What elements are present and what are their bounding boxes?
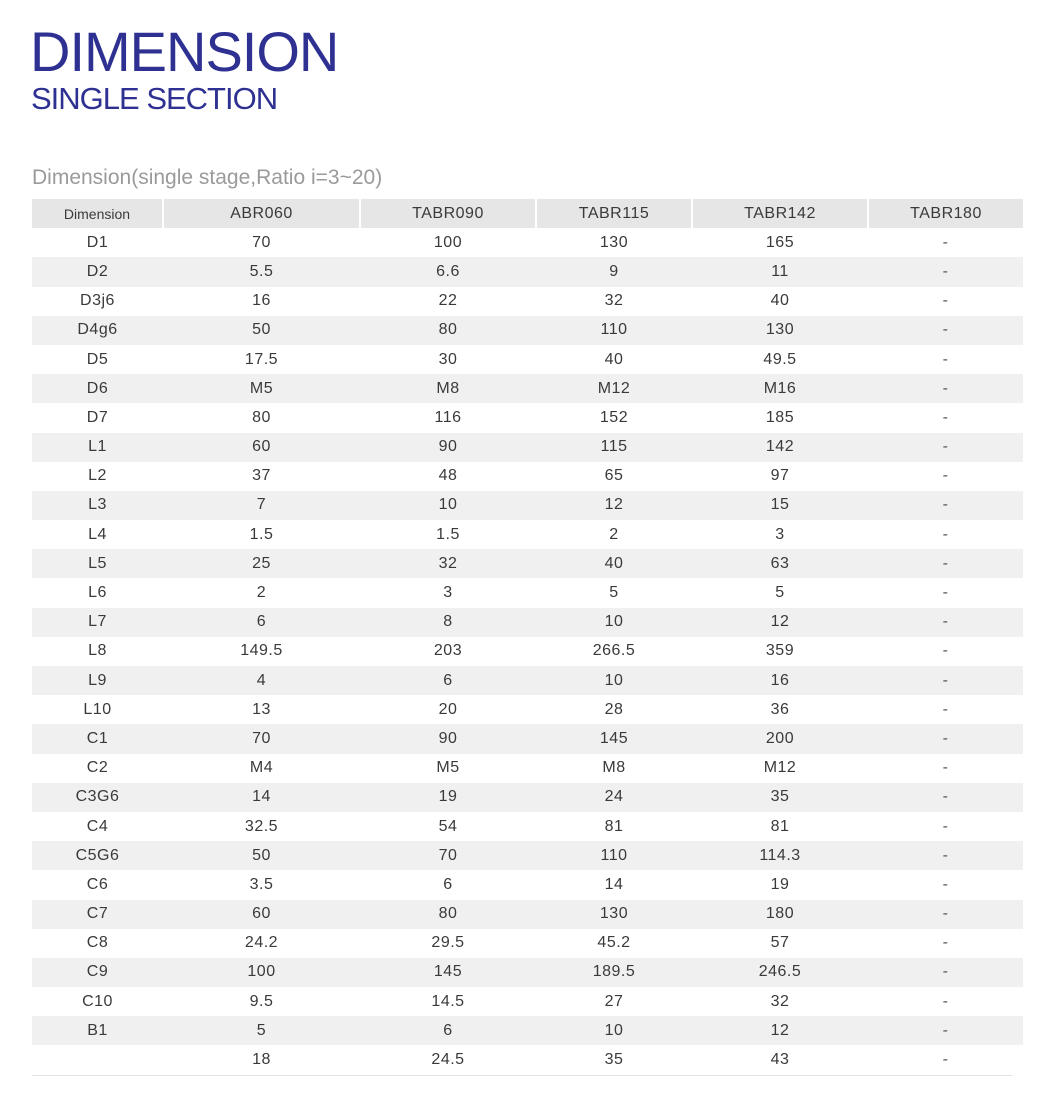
value-cell: 81 <box>604 817 624 835</box>
value-cell: - <box>942 700 949 718</box>
value-cell: 40 <box>604 350 624 368</box>
row-label-cell: L4 <box>88 525 107 543</box>
value-cell: - <box>868 1016 1023 1045</box>
value-cell: 165 <box>765 233 795 251</box>
row-label-cell: C10 <box>82 992 113 1010</box>
value-cell: M16 <box>692 374 868 403</box>
table-row <box>32 783 1023 812</box>
value-cell: 10 <box>536 608 692 637</box>
row-label-cell: L10 <box>83 700 112 718</box>
value-cell: - <box>942 233 949 251</box>
value-cell: 14.5 <box>431 992 465 1010</box>
table-row <box>32 724 1023 753</box>
header-row <box>32 199 1023 228</box>
table-row <box>32 754 1023 783</box>
table-row <box>32 695 1023 724</box>
value-cell: 14 <box>163 783 360 812</box>
value-cell: 32 <box>360 549 536 578</box>
value-cell: - <box>942 408 949 426</box>
value-cell: 10 <box>360 491 536 520</box>
value-cell: 11 <box>692 257 868 286</box>
value-cell: 40 <box>770 292 790 310</box>
value-cell: 35 <box>604 1051 624 1069</box>
row-label-cell: C4 <box>86 817 109 835</box>
value-cell: 49.5 <box>763 350 797 368</box>
column-header: TABR115 <box>536 199 692 228</box>
value-cell: 14 <box>604 875 624 893</box>
value-cell: 18 <box>252 1051 271 1069</box>
row-label-cell: L7 <box>32 608 163 637</box>
value-cell: 9 <box>536 257 692 286</box>
value-cell: M4 <box>249 759 274 777</box>
column-header: TABR090 <box>360 199 536 228</box>
table-bottom-rule <box>32 1075 1012 1076</box>
value-cell: 130 <box>692 316 868 345</box>
value-cell: - <box>868 491 1023 520</box>
value-cell: 24.5 <box>431 1051 465 1069</box>
row-label-cell: D6 <box>32 374 163 403</box>
row-label-cell: L3 <box>32 491 163 520</box>
table-row <box>32 549 1023 578</box>
row-label-cell: L1 <box>32 433 163 462</box>
row-label-cell: L6 <box>88 584 107 602</box>
value-cell: M8 <box>360 374 536 403</box>
row-label-cell: B1 <box>32 1016 163 1045</box>
value-cell: 80 <box>252 408 271 426</box>
value-cell: 36 <box>770 700 790 718</box>
column-header: TABR142 <box>692 199 868 228</box>
value-cell: 10 <box>536 666 692 695</box>
value-cell: - <box>868 841 1023 870</box>
value-cell: 6 <box>443 875 453 893</box>
value-cell: 28 <box>604 700 624 718</box>
value-cell: 5.5 <box>163 257 360 286</box>
value-cell: 6 <box>360 1016 536 1045</box>
value-cell: - <box>942 817 949 835</box>
value-cell: 19 <box>360 783 536 812</box>
table-row <box>32 958 1023 987</box>
value-cell: M12 <box>763 759 797 777</box>
clipped-row-overlay <box>32 1062 122 1076</box>
value-cell: 50 <box>163 316 360 345</box>
value-cell: 130 <box>536 900 692 929</box>
value-cell: 24 <box>536 783 692 812</box>
table-caption: Dimension(single stage,Ratio i=3~20) <box>32 166 383 189</box>
value-cell: 115 <box>536 433 692 462</box>
row-label-cell: C5G6 <box>32 841 163 870</box>
row-label-cell: C8 <box>86 934 109 952</box>
value-cell: 22 <box>438 292 458 310</box>
value-cell: 90 <box>360 433 536 462</box>
value-cell: 70 <box>360 841 536 870</box>
value-cell: 60 <box>163 433 360 462</box>
value-cell: - <box>868 374 1023 403</box>
table-row <box>32 228 1023 257</box>
table-row <box>32 870 1023 899</box>
dimension-table <box>32 199 1023 1075</box>
value-cell: 65 <box>604 467 624 485</box>
value-cell: - <box>868 900 1023 929</box>
value-cell: 16 <box>252 292 271 310</box>
value-cell: - <box>868 724 1023 753</box>
value-cell: 152 <box>599 408 629 426</box>
table-row <box>32 433 1023 462</box>
value-cell: 60 <box>163 900 360 929</box>
value-cell: 30 <box>438 350 458 368</box>
row-label-cell: C3G6 <box>32 783 163 812</box>
table-row <box>32 578 1023 607</box>
value-cell: 97 <box>770 467 790 485</box>
value-cell: 57 <box>770 934 790 952</box>
table-row <box>32 900 1023 929</box>
value-cell: 1.5 <box>436 525 460 543</box>
value-cell: 6 <box>360 666 536 695</box>
value-cell: 20 <box>438 700 458 718</box>
value-cell: - <box>942 992 949 1010</box>
value-cell: 16 <box>692 666 868 695</box>
value-cell: 35 <box>692 783 868 812</box>
value-cell: 27 <box>604 992 624 1010</box>
value-cell: 63 <box>692 549 868 578</box>
value-cell: 12 <box>692 1016 868 1045</box>
value-cell: 12 <box>692 608 868 637</box>
value-cell: 189.5 <box>536 958 692 987</box>
row-label-cell: L8 <box>88 642 107 660</box>
value-cell: 130 <box>599 233 629 251</box>
row-label-cell: D2 <box>32 257 163 286</box>
value-cell: - <box>868 958 1023 987</box>
value-cell: 100 <box>433 233 463 251</box>
value-cell: 5 <box>163 1016 360 1045</box>
value-cell: 9.5 <box>249 992 274 1010</box>
table-row <box>32 666 1023 695</box>
row-label-cell: C1 <box>32 724 163 753</box>
value-cell: 3 <box>443 584 453 602</box>
value-cell: 19 <box>770 875 790 893</box>
table-header <box>32 199 1023 228</box>
value-cell: 17.5 <box>244 350 279 368</box>
value-cell: 116 <box>434 408 462 426</box>
page-subtitle: SINGLE SECTION <box>31 81 278 116</box>
row-label-cell: C6 <box>86 875 109 893</box>
value-cell: - <box>868 783 1023 812</box>
table-row <box>32 403 1023 432</box>
value-cell: 200 <box>692 724 868 753</box>
value-cell: 40 <box>536 549 692 578</box>
value-cell: 45.2 <box>597 934 631 952</box>
value-cell: - <box>868 316 1023 345</box>
column-header: TABR180 <box>868 199 1023 228</box>
value-cell: 32 <box>604 292 624 310</box>
value-cell: 70 <box>163 724 360 753</box>
table-row <box>32 491 1023 520</box>
row-label-cell: C9 <box>32 958 163 987</box>
table-row <box>32 608 1023 637</box>
value-cell: M5 <box>436 759 460 777</box>
row-label-cell: L9 <box>32 666 163 695</box>
value-cell: 142 <box>692 433 868 462</box>
value-cell: 29.5 <box>431 934 465 952</box>
value-cell: 114.3 <box>692 841 868 870</box>
value-cell: 359 <box>765 642 795 660</box>
value-cell: 203 <box>433 642 463 660</box>
value-cell: 110 <box>536 316 692 345</box>
value-cell: 266.5 <box>592 642 636 660</box>
value-cell: 81 <box>770 817 790 835</box>
value-cell: M5 <box>163 374 360 403</box>
value-cell: M12 <box>536 374 692 403</box>
row-label-cell: D3j6 <box>80 292 115 310</box>
value-cell: 25 <box>163 549 360 578</box>
table-row <box>32 812 1023 841</box>
value-cell: - <box>868 433 1023 462</box>
value-cell: 5 <box>609 584 619 602</box>
value-cell: - <box>868 257 1023 286</box>
row-label-cell: D5 <box>86 350 109 368</box>
value-cell: M8 <box>602 759 626 777</box>
value-cell: 80 <box>360 316 536 345</box>
value-cell: - <box>868 549 1023 578</box>
value-cell: 110 <box>536 841 692 870</box>
value-cell: 8 <box>360 608 536 637</box>
value-cell: 149.5 <box>240 642 283 660</box>
value-cell: 80 <box>360 900 536 929</box>
table-row <box>32 1016 1023 1045</box>
table-row <box>32 462 1023 491</box>
value-cell: 50 <box>163 841 360 870</box>
value-cell: 3 <box>775 525 785 543</box>
value-cell: 10 <box>536 1016 692 1045</box>
row-label-cell: C7 <box>32 900 163 929</box>
row-label-cell: D4g6 <box>32 316 163 345</box>
value-cell: - <box>942 1051 949 1069</box>
value-cell: 43 <box>770 1051 790 1069</box>
row-label-cell: L2 <box>88 467 107 485</box>
value-cell: 32 <box>770 992 790 1010</box>
value-cell: 6.6 <box>360 257 536 286</box>
table-row <box>32 374 1023 403</box>
value-cell: 7 <box>163 491 360 520</box>
table-row <box>32 1045 1023 1074</box>
value-cell: - <box>942 467 949 485</box>
row-label-cell: L5 <box>32 549 163 578</box>
value-cell: 12 <box>536 491 692 520</box>
value-cell: 1.5 <box>249 525 274 543</box>
row-label-cell: D7 <box>86 408 109 426</box>
value-cell: 90 <box>360 724 536 753</box>
value-cell: - <box>942 584 949 602</box>
value-cell: 32.5 <box>244 817 279 835</box>
value-cell: 4 <box>163 666 360 695</box>
value-cell: 70 <box>252 233 271 251</box>
value-cell: - <box>942 292 949 310</box>
value-cell: 54 <box>438 817 458 835</box>
table-row <box>32 987 1023 1016</box>
table-row <box>32 316 1023 345</box>
value-cell: 2 <box>609 525 619 543</box>
value-cell: 180 <box>692 900 868 929</box>
value-cell: - <box>868 608 1023 637</box>
page-title: DIMENSION <box>30 20 339 83</box>
table-row <box>32 637 1023 666</box>
value-cell: - <box>942 759 949 777</box>
table-row <box>32 345 1023 374</box>
value-cell: 3.5 <box>249 875 274 893</box>
value-cell: 13 <box>252 700 271 718</box>
value-cell: 48 <box>438 467 458 485</box>
value-cell: - <box>942 875 949 893</box>
value-cell: - <box>942 642 949 660</box>
value-cell: - <box>942 525 949 543</box>
column-header: ABR060 <box>163 199 360 228</box>
value-cell: 37 <box>252 467 271 485</box>
row-label-cell: C2 <box>86 759 109 777</box>
value-cell: - <box>942 350 949 368</box>
table-row <box>32 520 1023 549</box>
table-row <box>32 257 1023 286</box>
value-cell: 15 <box>692 491 868 520</box>
table-row <box>32 287 1023 316</box>
value-cell: - <box>942 934 949 952</box>
table-body <box>32 228 1023 1074</box>
value-cell: 145 <box>536 724 692 753</box>
column-header: Dimension <box>32 199 163 228</box>
value-cell: 24.2 <box>244 934 279 952</box>
table-row <box>32 929 1023 958</box>
table-row <box>32 841 1023 870</box>
value-cell: 100 <box>163 958 360 987</box>
value-cell: 246.5 <box>692 958 868 987</box>
row-label-cell: D1 <box>86 233 109 251</box>
value-cell: 185 <box>765 408 795 426</box>
value-cell: 5 <box>775 584 785 602</box>
value-cell: 145 <box>360 958 536 987</box>
value-cell: 6 <box>163 608 360 637</box>
value-cell: - <box>868 666 1023 695</box>
value-cell: 2 <box>256 584 267 602</box>
